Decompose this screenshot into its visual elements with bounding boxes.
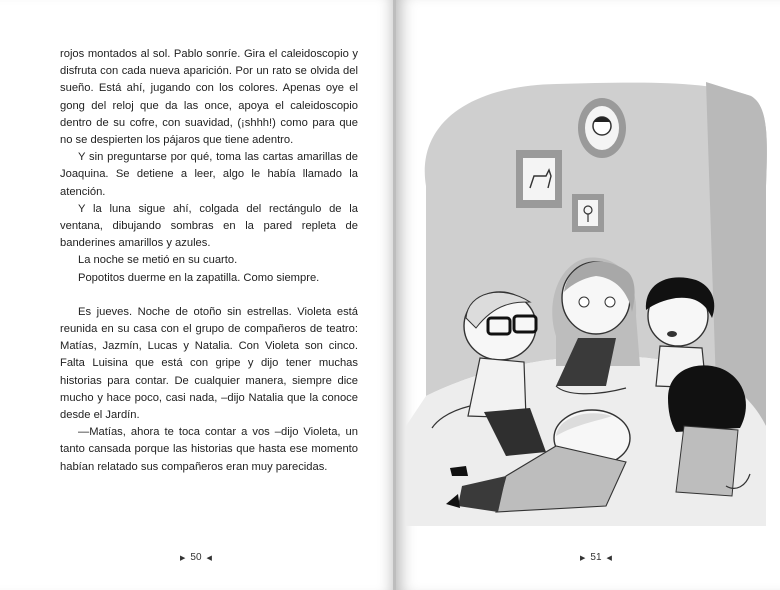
paragraph: —Matías, ahora te toca contar a vos –dijo Violeta, un tanto cansada porque las historias que hasta ese momento habían relatado sus compañeros eran muy parecidas. — [60, 426, 358, 473]
picture-frame-small — [572, 194, 604, 232]
page-number-left — [180, 552, 212, 563]
paragraph: Es jueves. Noche de otoño sin estrellas. Violeta está reunida en su casa con el grupo de compañeros de teatro: Matías, Jazmín, Lucas y Natalia. Con Violeta son cinco. Falta Luisina que está con gripe y dijo tener muchas historias para contar. De cualquier manera, siempre dice mucho y hace poco, casi nada, –dijo Natalia que la conoce desde el Jardín. — [60, 305, 358, 422]
body-text — [60, 46, 358, 476]
illustration — [406, 66, 770, 526]
triangle-left-icon: ◀ — [206, 554, 212, 562]
triangle-left-icon: ◀ — [606, 554, 612, 562]
page-number-right — [580, 552, 612, 563]
paragraph: La noche se metió en su cuarto. — [78, 254, 238, 267]
paragraph: Popotitos duerme en la zapatilla. Como siempre. — [78, 271, 320, 284]
page-number-text: 50 — [190, 552, 202, 563]
paragraph: rojos montados al sol. Pablo sonríe. Gira el caleidoscopio y disfruta con cada nueva aparición. Por un rato se olvida del sueño. Está ahí, jugando con los colores. Apenas oye el gong del reloj que da las once, apoya el caleidoscopio dentro de su cofre, con suavidad, (¡shhh!) como para que no se despierten los pájaros que tiene adentro. — [60, 48, 358, 147]
paragraph: Y la luna sigue ahí, colgada del rectángulo de la ventana, dibujando sombras en la pared repleta de banderines amarillos y azules. — [60, 202, 358, 250]
page-number-text: 51 — [590, 552, 602, 563]
triangle-right-icon: ▶ — [580, 554, 586, 562]
paragraph: Y sin preguntarse por qué, toma las cartas amarillas de Joaquina. Se detiene a leer, algo le había llamado la atención. — [60, 151, 358, 198]
picture-frame-horse — [516, 150, 562, 208]
triangle-right-icon: ▶ — [180, 554, 186, 562]
picture-frame-portrait — [578, 98, 626, 158]
